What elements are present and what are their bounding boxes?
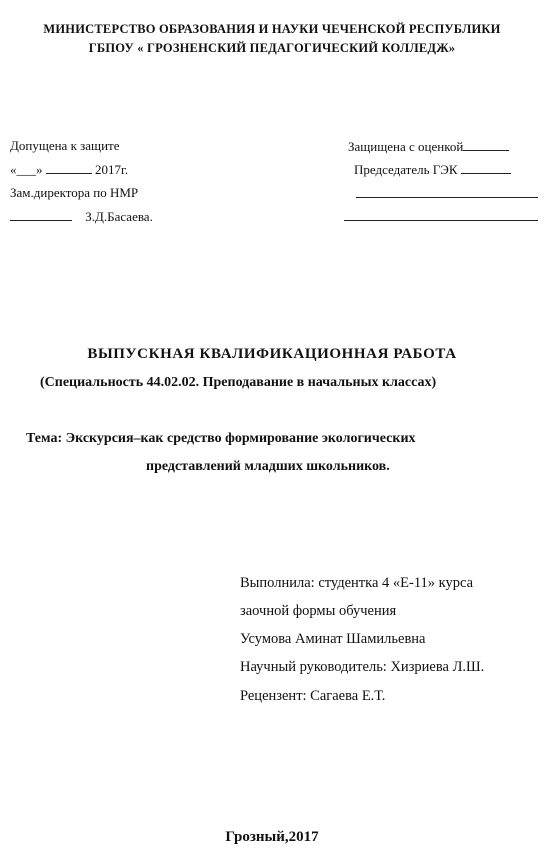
author-name: Усумова Аминат Шамильевна (240, 631, 426, 647)
commission-line-1 (356, 197, 538, 198)
signatory-name: З.Д.Басаева. (85, 209, 153, 224)
college-heading: ГБПОУ « ГРОЗНЕНСКИЙ ПЕДАГОГИЧЕСКИЙ КОЛЛЕДЖ» (88, 41, 456, 55)
work-title: ВЫПУСКНАЯ КВАЛИФИКАЦИОННАЯ РАБОТА (87, 346, 457, 362)
chair-label: Председатель ГЭК (354, 162, 458, 177)
date-year: 2017г. (95, 162, 129, 177)
commission-chair (354, 161, 511, 178)
signature-line (10, 208, 72, 221)
specialty: (Специальность 44.02.02. Преподавание в начальных классах) (40, 375, 437, 390)
admission-date (10, 161, 128, 178)
deputy-signature (10, 208, 153, 225)
supervisor: Научный руководитель: Хизриева Л.Ш. (240, 659, 485, 675)
commission-line-2 (344, 220, 538, 221)
city-year: Грозный,2017 (225, 829, 319, 845)
grade-line (463, 138, 509, 151)
date-quote: «___» (10, 162, 43, 177)
admitted-label: Допущена к защите (10, 138, 120, 153)
author-line-2: заочной формы обучения (240, 603, 397, 619)
topic-line-2: представлений младших школьников. (146, 459, 390, 474)
chair-line (461, 161, 511, 174)
reviewer: Рецензент: Сагаева Е.Т. (240, 688, 386, 704)
author-line-1: Выполнила: студентка 4 «Е-11» курса (240, 575, 474, 591)
defended-grade (348, 138, 509, 155)
date-month-line (46, 161, 92, 174)
topic-line-1: Тема: Экскурсия–как средство формирование экологических (26, 431, 416, 446)
deputy-label: Зам.директора по НМР (10, 185, 139, 200)
ministry-heading: МИНИСТЕРСТВО ОБРАЗОВАНИЯ И НАУКИ ЧЕЧЕНСКОЙ РЕСПУБЛИКИ (43, 22, 501, 36)
defended-label: Защищена с оценкой (348, 139, 464, 154)
